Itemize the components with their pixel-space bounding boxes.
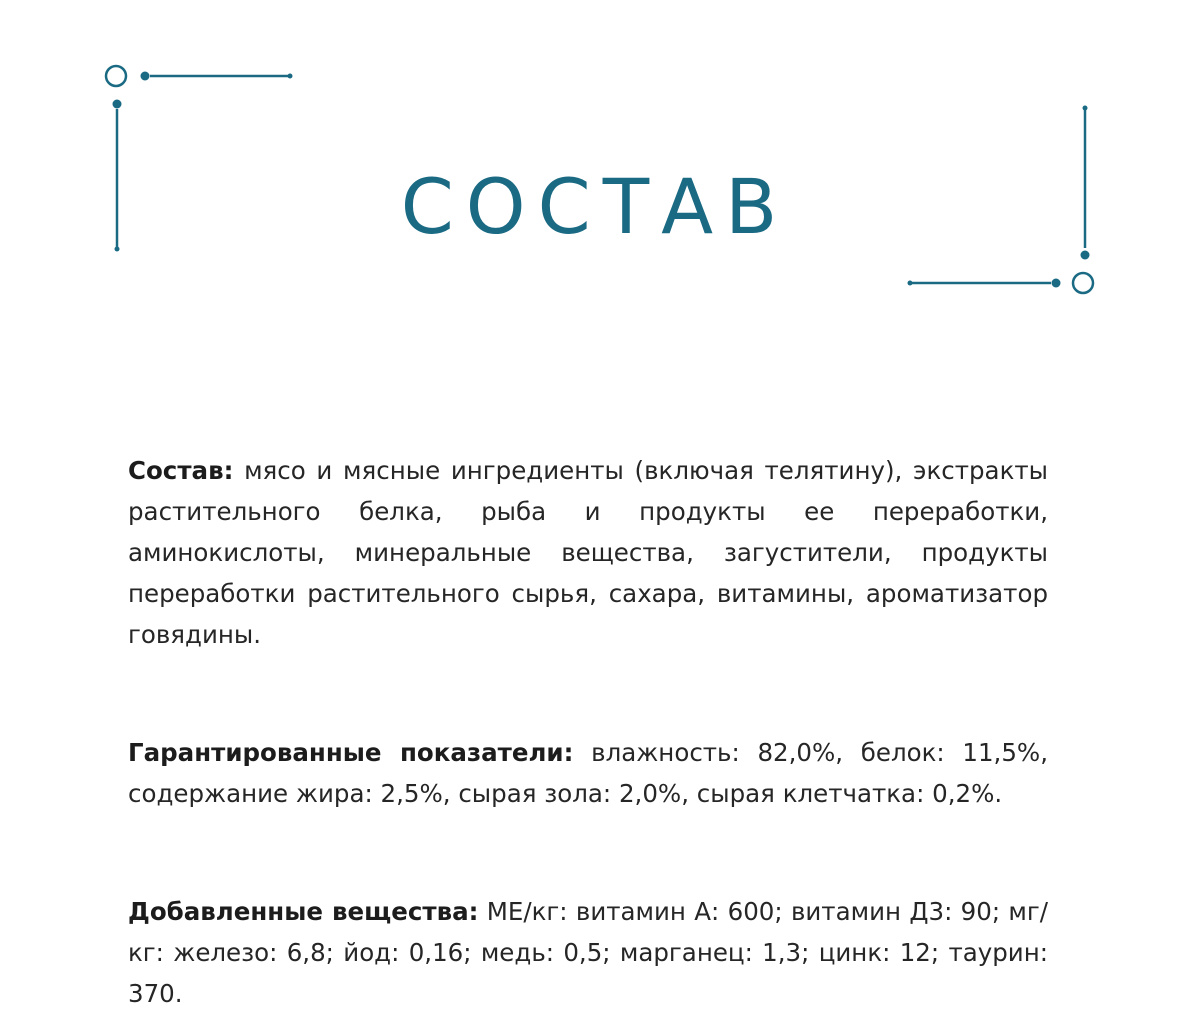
ornament-ring-icon	[106, 66, 126, 86]
decorative-frame-ornament	[0, 0, 1200, 320]
ornament-dot-icon	[113, 100, 122, 109]
additives-text: МЕ/кг: витамин А: 600; витамин Д3: 90; мг/кг: железо: 6,8; йод: 0,16; медь: 0,5; марганец: 1,3; цинк: 12; таурин: 370.	[128, 897, 1049, 1008]
ornament-dot-icon	[115, 247, 120, 252]
guaranteed-values-label: Гарантированные показатели:	[128, 738, 574, 767]
ornament-dot-icon	[141, 72, 150, 81]
ornament-dot-icon	[1081, 251, 1090, 260]
ornament-dot-icon	[1083, 106, 1088, 111]
composition-text: мясо и мясные ингредиенты (включая телятину), экстракты растительного белка, рыба и продукты ее переработки, аминокислоты, минеральные вещества, загустители, продукты переработки растительного сырья, сахара, витамины, ароматизатор говядины.	[128, 456, 1048, 649]
composition-paragraph	[128, 450, 1048, 655]
composition-label: Состав:	[128, 456, 234, 485]
ornament-dot-icon	[1052, 279, 1061, 288]
page-title: СОСТАВ	[400, 161, 790, 251]
composition-content	[128, 450, 1048, 1014]
ornament-dot-icon	[908, 281, 913, 286]
additives-label: Добавленные вещества:	[128, 897, 479, 926]
ornament-dot-icon	[288, 74, 293, 79]
guaranteed-values-text: влажность: 82,0%, белок: 11,5%, содержание жира: 2,5%, сырая зола: 2,0%, сырая клетчатка: 0,2%.	[128, 738, 1048, 808]
guaranteed-values-paragraph	[128, 732, 1048, 814]
ornament-ring-icon	[1073, 273, 1093, 293]
additives-paragraph	[128, 891, 1048, 1014]
